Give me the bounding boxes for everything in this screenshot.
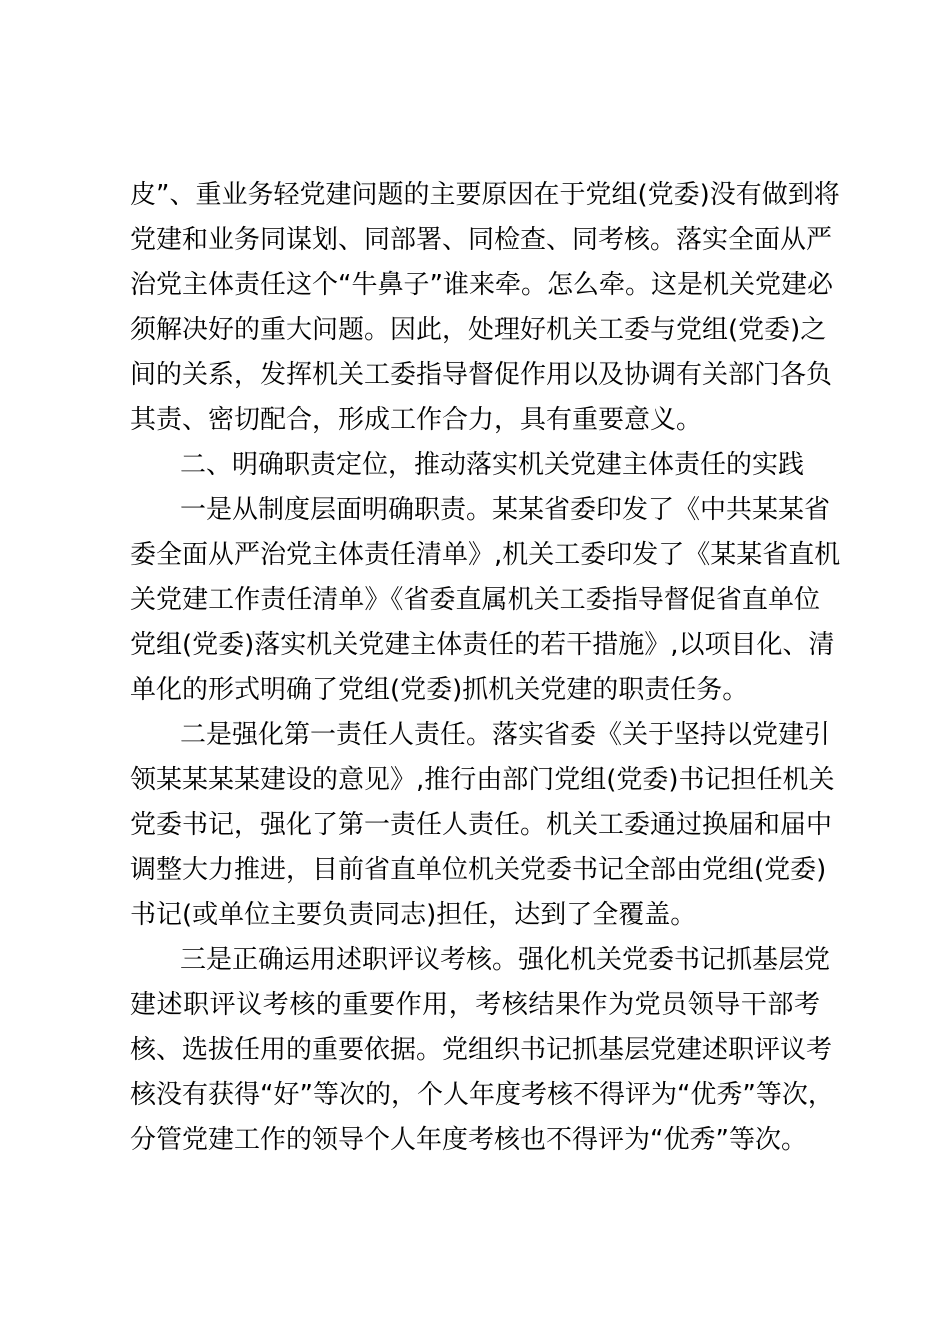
paragraph-line-14: 领某某某某建设的意见》,推行由部门党组(党委)书记担任机关: [130, 765, 835, 795]
paragraph-line-6: 其责、密切配合，形成工作合力，具有重要意义。: [130, 405, 703, 435]
paragraph-line-19: 建述职评议考核的重要作用，考核结果作为党员领导干部考: [130, 990, 820, 1020]
paragraph-line-2: 党建和业务同谋划、同部署、同检查、同考核。落实全面从严: [130, 225, 833, 255]
paragraph-line-12: 单化的形式明确了党组(党委)抓机关党建的职责任务。: [130, 675, 749, 705]
paragraph-line-3: 治党主体责任这个“牛鼻子”谁来牵。怎么牵。这是机关党建必: [130, 270, 833, 300]
paragraph-line-4: 须解决好的重大问题。因此，处理好机关工委与党组(党委)之: [130, 315, 827, 345]
paragraph-line-15: 党委书记，强化了第一责任人责任。机关工委通过换届和届中: [130, 810, 833, 840]
paragraph-line-13: 二是强化第一责任人责任。落实省委《关于坚持以党建引: [180, 720, 831, 750]
paragraph-line-5: 间的关系，发挥机关工委指导督促作用以及协调有关部门各负: [130, 360, 833, 390]
paragraph-line-10: 关党建工作责任清单》《省委直属机关工委指导督促省直单位: [130, 585, 820, 615]
paragraph-line-18: 三是正确运用述职评议考核。强化机关党委书记抓基层党: [180, 945, 831, 975]
paragraph-line-9: 委全面从严治党主体责任清单》,机关工委印发了《某某省直机: [130, 540, 841, 570]
section-heading: 二、明确职责定位，推动落实机关党建主体责任的实践: [180, 450, 805, 480]
paragraph-line-22: 分管党建工作的领导个人年度考核也不得评为“优秀”等次。: [130, 1125, 807, 1155]
paragraph-line-21: 核没有获得“好”等次的，个人年度考核不得评为“优秀”等次，: [130, 1080, 834, 1110]
paragraph-line-16: 调整大力推进，目前省直单位机关党委书记全部由党组(党委): [130, 855, 827, 885]
paragraph-line-11: 党组(党委)落实机关党建主体责任的若干措施》,以项目化、清: [130, 630, 835, 660]
paragraph-line-20: 核、选拔任用的重要依据。党组织书记抓基层党建述职评议考: [130, 1035, 833, 1065]
paragraph-line-1: 皮”、重业务轻党建问题的主要原因在于党组(党委)没有做到将: [130, 180, 840, 210]
paragraph-line-8: 一是从制度层面明确职责。某某省委印发了《中共某某省: [180, 495, 831, 525]
paragraph-line-17: 书记(或单位主要负责同志)担任，达到了全覆盖。: [130, 900, 697, 930]
